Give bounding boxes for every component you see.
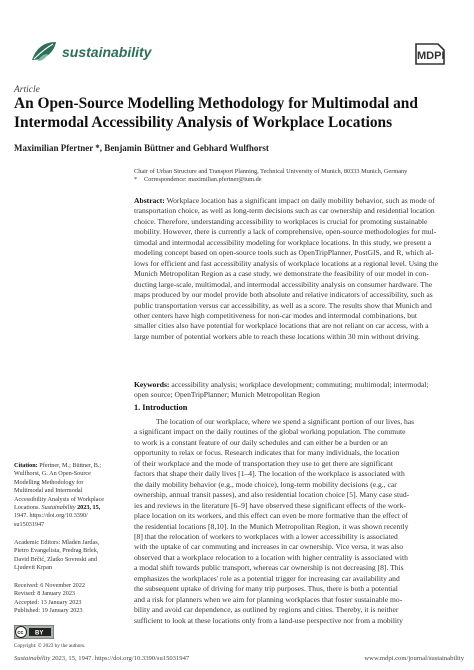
corr-mark: * [134,176,138,184]
editors-line: Pietro Evangelista, Predrag Brlek, [14,547,99,555]
citation-line: Wulfhorst, G. An Open-Source [14,470,91,478]
body-line: The location of our workplace, where we spend a significant portion of our lives, has [156,417,415,426]
editors-line: Academic Editors: Mladen Jardas, [14,539,100,546]
abstract-line: lows for efficient and fast accessibility analysis of workplace locations at a regional level. Using the [134,258,438,268]
abstract [134,196,464,342]
citation-line: Accessibility Analysis of Workplace [14,495,104,503]
body-line: emphasizes the workplaces' role as a potential trigger for increasing car availability and [134,573,400,583]
abstract-line: public transportation versus car accessibility, as well as a score. The results show that Munich and [134,300,432,310]
body-line: with the uptake of car commuting and increases in car ownership. Vice versa, it was also [134,542,404,552]
keywords-text: accessibility analysis; workplace development; commuting; multimodal; intermodal; [171,380,429,389]
citation-year: 2023, 15, [75,504,101,512]
date-accepted: Accepted: 13 January 2023 [14,598,82,606]
editors-line: David Brčić, Zlatko Sovreski and [14,555,97,563]
citation-line [14,504,126,512]
citation-line: Modelling Methodology for [14,478,84,486]
body-line: a significant impact on the daily routines of the global working population. The commute [134,427,406,437]
keywords-line [134,380,464,390]
correspondence-line [134,176,464,184]
footer-citation [14,655,189,662]
abstract-line: mobility. However, there is currently a lack of comprehensive, open-source methodologies for mul- [134,227,437,237]
abstract-line [134,196,464,206]
copyright-line: Copyright: © 2023 by the authors. [14,643,86,649]
body-line: a modal shift towards public transport, whereas car ownership is not decreasing [8]. This [134,563,404,573]
citation-text: Pfertner, M.; Büttner, B.; [37,462,102,469]
body-line: to work is a constant feature of our daily schedules and can either be a burden or an [134,437,388,447]
body-line: the daily mobility behavior (e.g., mode choice), long-term mobility decisions (e.g., car [134,479,397,489]
citation-journal: Sustainability [41,504,76,512]
correspondence-email[interactable]: Correspondence: maximilian.pfertner@tum.de [144,176,262,184]
body-line: [8] that the relocation of workers to workplaces with a lower accessibility is associated [134,531,398,541]
body-line: factors that shape their daily lives [1–4]. The location of the workplace is associated with [134,469,405,479]
citation-doi[interactable]: su15031947 [14,520,45,528]
abstract-label: Abstract: [134,196,165,205]
abstract-line: maps produced by our model provide both absolute and relative indicators of accessibility, such as [134,290,433,300]
body-line: ies and reviews in the literature [6–9] have observed these significant effects of the work- [134,500,406,510]
body-line: place location on its workers, and this effect can even be more formative than the effect of [134,511,409,521]
footer-journal-url[interactable]: www.mdpi.com/journal/sustainability [364,655,464,662]
body-line: the residential locations [8,10]. In the Munich Metropolitan Region, it was shown recently [134,521,409,531]
body-line: the subsequent uptake of driving for many trip purposes. Thus, there is both a potential [134,584,398,594]
keywords-label: Keywords: [134,380,170,389]
body-line: bility and avoid car dependence, as outlined by regions and cities. Thereby, it is neither [134,605,399,615]
body-line: sufficient to look at these locations only from a land-use perspective nor from a mobility [134,615,403,625]
date-revised: Revised: 8 January 2023 [14,590,76,598]
abstract-line: smaller cities also have potential for workplace locations that are not reliant on car access, with a [134,321,429,331]
affiliation-block [134,168,464,185]
footer-doi[interactable]: 2023, 15, 1947. https://doi.org/10.3390/su15031947 [50,655,190,662]
body-line: observed that a workplace relocation to a location with higher centrality is associated with [134,552,408,562]
mdpi-logo-icon [412,40,448,68]
citation-text: Locations. [14,504,42,512]
abstract-line: other centers have high competitiveness for non-car modes and intermodal combinations, but [134,310,417,320]
body-line: and a risk for planners when we aim for planning workplaces that foster sustainable mo- [134,594,403,604]
author-list: Maximilian Pfertner *, Benjamin Büttner and Gebhard Wulfhorst [14,143,269,153]
section-heading: 1. Introduction [134,403,188,412]
introduction-body [134,417,464,626]
date-published: Published: 19 January 2023 [14,607,83,615]
title-line: Intermodal Accessibility Analysis of Workplace Locations [14,114,393,131]
keywords-line: open source; OpenTripPlanner; Munich Metropolitan Region [134,390,320,400]
editors-line: Ljudevit Krpan [14,564,52,572]
title-line: An Open-Source Modelling Methodology for Multimodal and [14,95,418,112]
abstract-text: Workplace location has a significant impact on daily mobility behavior, such as mode of [166,196,435,205]
academic-editors [14,539,126,573]
by-text: BY [35,630,44,637]
cc-text: cc [17,630,24,636]
citation-doi[interactable]: 1947. https://doi.org/10.3390/ [14,512,88,520]
publication-dates [14,582,126,616]
citation-label: Citation: [14,462,38,469]
body-line: of their workplace and the mode of transportation they use to get there are significant [134,458,393,468]
footer-journal: Sustainability [14,655,51,662]
abstract-line: Munich Metropolitan Region as a case study, we demonstrate the feasibility of our model in con- [134,269,429,279]
date-received: Received: 6 November 2022 [14,582,85,589]
body-line: opportunity to relax or focus. Research indicates that for many individuals, the location [134,448,400,458]
abstract-line: choice. Therefore, understanding accessibility to workplaces is crucial for promoting sustainable [134,216,428,226]
cc-by-license-icon [14,625,54,639]
citation-block [14,462,126,529]
abstract-line: transportation choice, as well as long-term decisions such as car ownership and residential location [134,206,435,216]
article-type-label: Article [14,85,40,95]
journal-name: sustainability [62,44,152,60]
keywords [134,380,464,401]
abstract-line: large number of potential workers able to reach these locations within 30 min without driving. [134,331,421,341]
citation-line: Multimodal and Intermodal [14,487,83,495]
affiliation-line: Chair of Urban Structure and Transport Planning, Technical University of Munich, 80333 Munich, Germany [134,168,408,175]
mdpi-logo-text: MDPI [417,50,445,62]
citation-line [14,462,126,470]
article-title [14,94,464,132]
sustainability-leaf-icon [30,40,58,62]
copyright-text [14,643,126,649]
body-line: ownership, annual transit passes), and also residential location choice [5]. Many case stud- [134,490,410,500]
abstract-line: ducting large-scale, multimodal, and intermodal accessibility analysis on consumer hardware. The [134,279,433,289]
abstract-line: timodal and intermodal accessibility modeling for workplace locations. In this study, we present a [134,237,432,247]
abstract-line: modeling concept based on open-source tools such as OpenTripPlanner, PostGIS, and R, which al- [134,248,434,258]
